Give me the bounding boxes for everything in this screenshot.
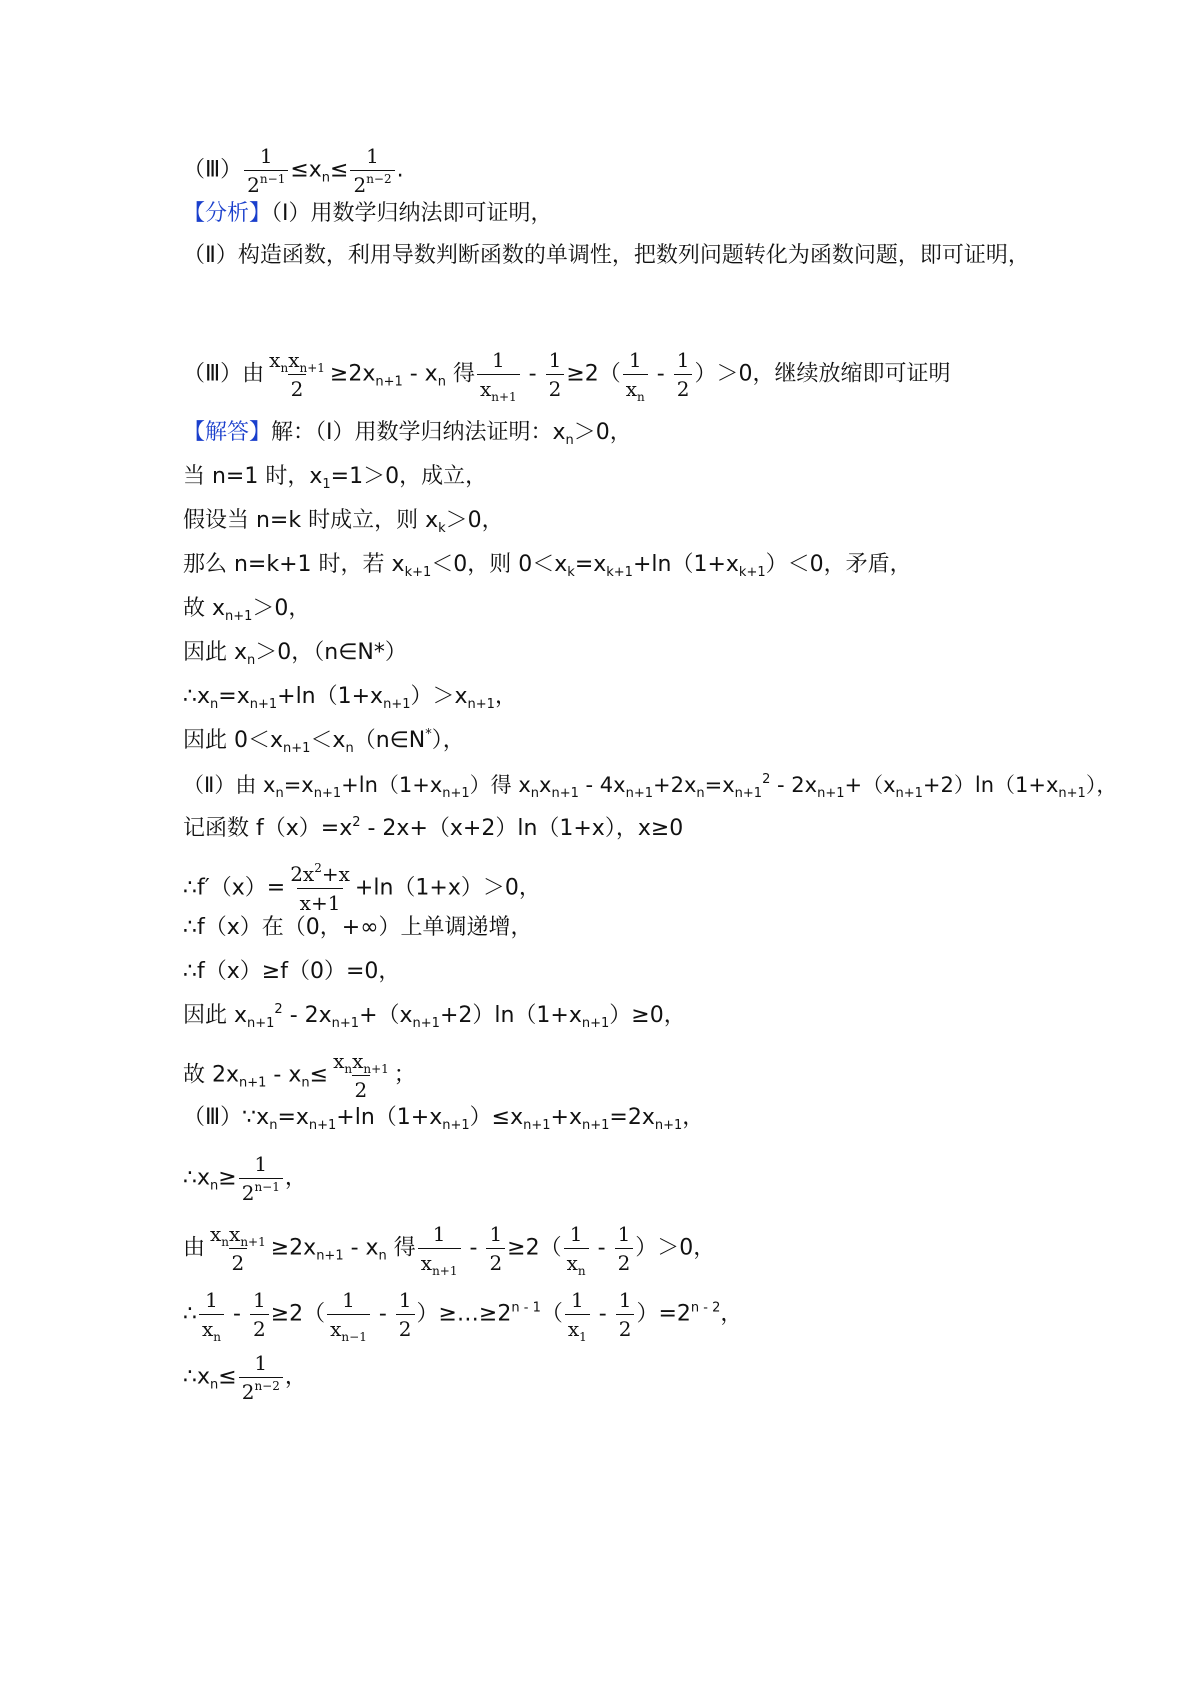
- fraction: [250, 1286, 269, 1343]
- fraction: [207, 1220, 269, 1277]
- denominator: 2: [486, 1248, 505, 1277]
- exponent: n−2: [366, 172, 392, 186]
- denominator: $x_n$: [623, 374, 648, 403]
- solution-line-19: ∴ $\frac{1}{x_n}$ - $\frac{1}{2}$ ≥2（ $\frac{1}{x_{n-1}}$ - $\frac{1}{2}$ ）$\ge\dots\ge 2^{n - 1}$（ $\frac{1}{x_1}$ - $\frac{1}{2}$ ）$=2^{n - 2}$，: [183, 1288, 743, 1344]
- denominator: $2^{n-2}$: [239, 1377, 283, 1406]
- fraction: [565, 1286, 590, 1343]
- numerator: 1: [398, 1288, 412, 1312]
- numerator: 1: [366, 144, 379, 168]
- solution-line-2: 当 n=1 时，$x_1=1>0$，成立，: [183, 464, 488, 492]
- denominator: $x_n$: [199, 1314, 224, 1343]
- solution-line-14: 因此 $x_{n+1}^2 - 2x_{n+1}+(x_{n+1}+2)\ln(1+x_{n+1})\ge 0$，: [183, 1002, 686, 1031]
- numerator: $x_nx_{n+1}$: [269, 348, 325, 375]
- fraction: [350, 142, 394, 199]
- solution-line-12: ∴f（x）在（0，+∞）上单调递增，: [183, 915, 533, 940]
- fraction: [199, 1286, 224, 1343]
- denominator: 2: [352, 1075, 371, 1104]
- numerator: 1: [254, 1351, 268, 1375]
- numerator: 1: [628, 348, 642, 372]
- denominator: 2: [546, 374, 565, 403]
- solution-line-9: （Ⅱ）由 $x_n=x_{n+1}+\ln(1+x_{n+1})$得 $x_nx_{n+1} - 4x_{n+1}+2x_n=x_{n+1}^2 - 2x_{n+1}+(x_{n+1}+2)\ln(1+x_{n+1})$，: [183, 772, 1118, 801]
- numerator: 1: [676, 348, 690, 372]
- part-label: （Ⅲ）: [183, 157, 243, 183]
- solution-line-7: $\therefore x_n=x_{n+1}+\ln(1+x_{n+1})>x_{n+1}$，: [183, 684, 517, 712]
- exponent: n−1: [259, 172, 286, 186]
- fraction: [486, 1220, 505, 1277]
- math-text: ≤: [330, 157, 349, 183]
- solution-line-16: $(Ⅲ)\because x_n=x_{n+1}+\ln(1+x_{n+1})\le x_{n+1}+x_{n+1}=2x_{n+1}$，: [183, 1105, 705, 1133]
- denominator: [244, 170, 288, 199]
- numerator: 1: [254, 1152, 268, 1176]
- numerator: 1: [432, 1222, 446, 1246]
- numerator: 1: [259, 144, 273, 168]
- den-base: 2: [353, 173, 367, 197]
- fraction: [239, 1349, 283, 1406]
- denominator: $x_{n+1}$: [477, 374, 520, 403]
- solution-line-3: 假设当 n=k 时成立，则 $x_k>0$，: [183, 508, 504, 536]
- solution-line-1: 【解答】解：（Ⅰ）用数学归纳法证明：$x_n>0$，: [183, 420, 632, 448]
- solution-line-10: 记函数 $f(x)=x^2 - 2x+(x+2)\ln(1+x)$，x≥0: [183, 815, 684, 841]
- numerator: 1: [491, 348, 505, 372]
- numerator: 1: [569, 1222, 583, 1246]
- analysis-line-3: （Ⅲ）由 $\frac{x_nx_{n+1}}{2}$ $\ge 2x_{n+1} - x_n$ 得 $\frac{1}{x_{n+1}}$ - $\frac{1}{2}$ ≥2（ $\frac{1}{x_n}$ - $\frac{1}{2}$ ）＞0，继续放缩即可证明: [183, 348, 951, 404]
- solution-line-5: 故 $x_{n+1}>0$，: [183, 596, 311, 624]
- denominator: $x_n$: [564, 1248, 589, 1277]
- solution-line-8: 因此 $0<x_{n+1}<x_n(n\in N^*)$，: [183, 727, 465, 756]
- solution-line-15: 故 $2x_{n+1} - x_n\le$ $\frac{x_nx_{n+1}}{2}$ ；: [183, 1049, 416, 1102]
- numerator: $x_nx_{n+1}$: [333, 1049, 389, 1076]
- fraction: [327, 1286, 370, 1343]
- fraction: [564, 1220, 589, 1277]
- part-3-statement: [183, 142, 404, 199]
- numerator: 1: [548, 348, 562, 372]
- solution-line-11: ∴f′（x）= $\frac{2x^2+x}{x+1}$ +ln（1+x）＞0，: [183, 861, 541, 915]
- solution-line-17: $\therefore x_n\ge$ $\frac{1}{2^{n-1}}$ ，: [183, 1152, 307, 1205]
- analysis-text: （Ⅰ）用数学归纳法即可证明，: [271, 201, 553, 226]
- math-text: ≤x: [290, 157, 322, 183]
- fraction: [546, 346, 565, 403]
- solution-line-18: 由 $\frac{x_nx_{n+1}}{2}$ $\ge 2x_{n+1} - x_n$ 得 $\frac{1}{x_{n+1}}$ - $\frac{1}{2}$ ≥2（ $\frac{1}{x_n}$ - $\frac{1}{2}$ ）＞0，: [183, 1222, 716, 1278]
- fraction: [239, 1150, 283, 1207]
- numerator: 1: [617, 1222, 631, 1246]
- fraction: [674, 346, 693, 403]
- fraction: [623, 346, 648, 403]
- numerator: 1: [205, 1288, 218, 1312]
- numerator: $2x^2+x$: [290, 861, 350, 886]
- math-text: .: [396, 157, 404, 183]
- denominator: [350, 170, 394, 199]
- fraction: [266, 346, 328, 403]
- fraction: [418, 1220, 461, 1277]
- fraction: [616, 1286, 635, 1343]
- solution-tag: 【解答】: [183, 420, 272, 445]
- denominator: 2: [288, 374, 307, 403]
- denominator: 2: [229, 1248, 248, 1277]
- denominator: $2^{n-1}$: [239, 1178, 283, 1207]
- numerator: 1: [342, 1288, 355, 1312]
- denominator: 2: [250, 1314, 269, 1343]
- subscript: n: [321, 170, 331, 186]
- fraction: [615, 1220, 634, 1277]
- numerator: 1: [570, 1288, 584, 1312]
- solution-line-6: 因此 $x_n>0$，（n∈N*）: [183, 640, 407, 668]
- fraction: [244, 142, 288, 199]
- den-base: 2: [247, 173, 260, 197]
- fraction: [287, 860, 353, 917]
- solution-line-4: 那么 n=k+1 时，若 $x_{k+1}<0$，则 $0<x_k=x_{k+1}+\ln(1+x_{k+1})<0$，矛盾，: [183, 552, 912, 580]
- denominator: 2: [396, 1314, 415, 1343]
- denominator: $x_1$: [565, 1314, 590, 1343]
- analysis-tag: 【分析】: [183, 201, 272, 226]
- numerator: 1: [489, 1222, 503, 1246]
- denominator: 2: [615, 1248, 634, 1277]
- denominator: x+1: [297, 888, 344, 917]
- fraction: [477, 346, 520, 403]
- fraction: [330, 1047, 392, 1104]
- solution-line-13: ∴f（x）≥f（0）=0，: [183, 959, 401, 984]
- numerator: 1: [252, 1288, 266, 1312]
- numerator: 1: [618, 1288, 632, 1312]
- denominator: $x_{n-1}$: [327, 1314, 370, 1343]
- analysis-text: （Ⅱ）构造函数，利用导数判断函数的单调性，把数列问题转化为函数问题，即可证明，: [183, 243, 1030, 268]
- denominator: 2: [674, 374, 693, 403]
- denominator: 2: [616, 1314, 635, 1343]
- analysis-line-1: [183, 199, 553, 229]
- numerator: $x_nx_{n+1}$: [210, 1222, 266, 1249]
- denominator: $x_{n+1}$: [418, 1248, 461, 1277]
- math-text: （Ⅲ）由: [183, 361, 265, 387]
- solution-line-20: $\therefore x_n\le$ $\frac{1}{2^{n-2}}$ ，: [183, 1351, 307, 1404]
- analysis-line-2: [183, 232, 1043, 280]
- fraction: [396, 1286, 415, 1343]
